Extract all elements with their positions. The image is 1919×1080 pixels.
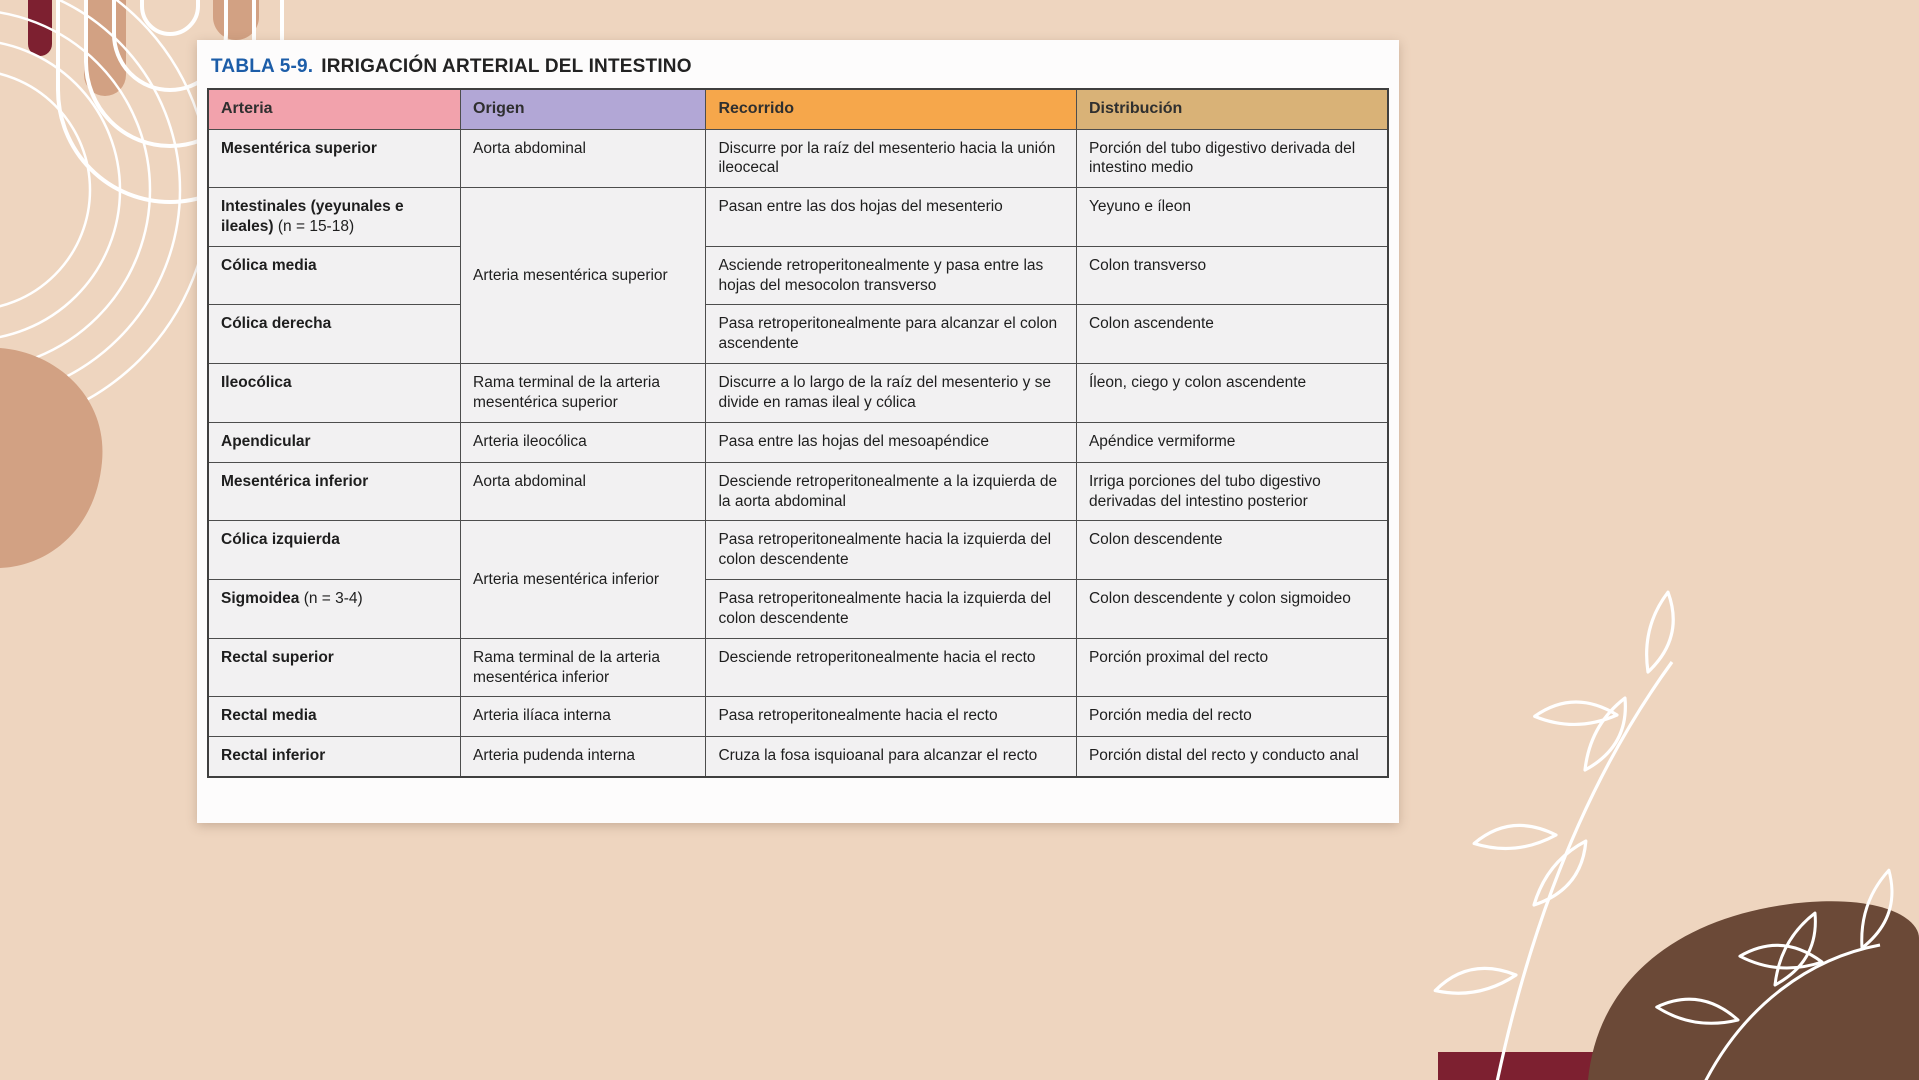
cell-arteria: Apendicular <box>208 422 461 462</box>
cell-distribucion: Yeyuno e íleon <box>1076 188 1388 247</box>
cell-recorrido: Asciende retroperitonealmente y pasa entre las hojas del mesocolon transverso <box>706 246 1077 305</box>
table-row <box>208 737 1388 777</box>
cell-recorrido: Pasa retroperitonealmente para alcanzar el colon ascendente <box>706 305 1077 364</box>
cell-origen-merged: Arteria mesentérica superior <box>461 188 706 364</box>
table-row <box>208 422 1388 462</box>
cell-recorrido: Pasa entre las hojas del mesoapéndice <box>706 422 1077 462</box>
cell-origen: Arteria pudenda interna <box>461 737 706 777</box>
table-row <box>208 364 1388 423</box>
column-header-origen: Origen <box>461 89 706 129</box>
cell-recorrido: Pasa retroperitonealmente hacia el recto <box>706 697 1077 737</box>
cell-distribucion: Porción media del recto <box>1076 697 1388 737</box>
header-row <box>208 89 1388 129</box>
table-card <box>197 40 1399 823</box>
cell-arteria: Intestinales (yeyunales e ileales) (n = 15-18) <box>208 188 461 247</box>
cell-distribucion: Íleon, ciego y colon ascendente <box>1076 364 1388 423</box>
cell-distribucion: Colon descendente <box>1076 521 1388 580</box>
cell-recorrido: Pasa retroperitonealmente hacia la izquierda del colon descendente <box>706 521 1077 580</box>
cell-distribucion: Irriga porciones del tubo digestivo derivadas del intestino posterior <box>1076 462 1388 521</box>
column-header-arteria: Arteria <box>208 89 461 129</box>
cell-recorrido: Cruza la fosa isquioanal para alcanzar el recto <box>706 737 1077 777</box>
cell-arteria: Ileocólica <box>208 364 461 423</box>
cell-arteria: Cólica media <box>208 246 461 305</box>
cell-origen: Aorta abdominal <box>461 462 706 521</box>
table-row <box>208 246 1388 305</box>
cell-arteria: Rectal inferior <box>208 737 461 777</box>
table-row <box>208 638 1388 697</box>
arterial-irrigation-table <box>207 88 1389 778</box>
cell-recorrido: Discurre por la raíz del mesenterio hacia la unión ileocecal <box>706 129 1077 188</box>
cell-arteria: Mesentérica superior <box>208 129 461 188</box>
cell-arteria: Cólica derecha <box>208 305 461 364</box>
column-header-distribucion: Distribución <box>1076 89 1388 129</box>
cell-origen: Rama terminal de la arteria mesentérica superior <box>461 364 706 423</box>
cell-distribucion: Porción proximal del recto <box>1076 638 1388 697</box>
cell-arteria: Sigmoidea (n = 3-4) <box>208 580 461 639</box>
cell-arteria: Rectal superior <box>208 638 461 697</box>
cell-recorrido: Discurre a lo largo de la raíz del mesenterio y se divide en ramas ileal y cólica <box>706 364 1077 423</box>
table-title-text: IRRIGACIÓN ARTERIAL DEL INTESTINO <box>321 56 692 77</box>
cell-distribucion: Porción del tubo digestivo derivada del intestino medio <box>1076 129 1388 188</box>
table-row <box>208 580 1388 639</box>
cell-recorrido: Pasa retroperitonealmente hacia la izquierda del colon descendente <box>706 580 1077 639</box>
table-title <box>211 56 1387 78</box>
cell-recorrido: Pasan entre las dos hojas del mesenterio <box>706 188 1077 247</box>
cell-origen: Aorta abdominal <box>461 129 706 188</box>
table-row <box>208 697 1388 737</box>
cell-recorrido: Desciende retroperitonealmente a la izquierda de la aorta abdominal <box>706 462 1077 521</box>
cell-arteria: Cólica izquierda <box>208 521 461 580</box>
cell-distribucion: Porción distal del recto y conducto anal <box>1076 737 1388 777</box>
cell-recorrido: Desciende retroperitonealmente hacia el recto <box>706 638 1077 697</box>
cell-distribucion: Colon descendente y colon sigmoideo <box>1076 580 1388 639</box>
column-header-recorrido: Recorrido <box>706 89 1077 129</box>
table-row <box>208 521 1388 580</box>
cell-arteria: Mesentérica inferior <box>208 462 461 521</box>
cell-origen-merged: Arteria mesentérica inferior <box>461 521 706 638</box>
table-number-label: TABLA 5-9. <box>211 56 314 77</box>
table-row <box>208 129 1388 188</box>
table-row <box>208 188 1388 247</box>
cell-distribucion: Colon transverso <box>1076 246 1388 305</box>
cell-arteria: Rectal media <box>208 697 461 737</box>
cell-distribucion: Colon ascendente <box>1076 305 1388 364</box>
cell-origen: Rama terminal de la arteria mesentérica inferior <box>461 638 706 697</box>
table-row <box>208 462 1388 521</box>
cell-origen: Arteria ilíaca interna <box>461 697 706 737</box>
cell-origen: Arteria ileocólica <box>461 422 706 462</box>
table-row <box>208 305 1388 364</box>
cell-distribucion: Apéndice vermiforme <box>1076 422 1388 462</box>
